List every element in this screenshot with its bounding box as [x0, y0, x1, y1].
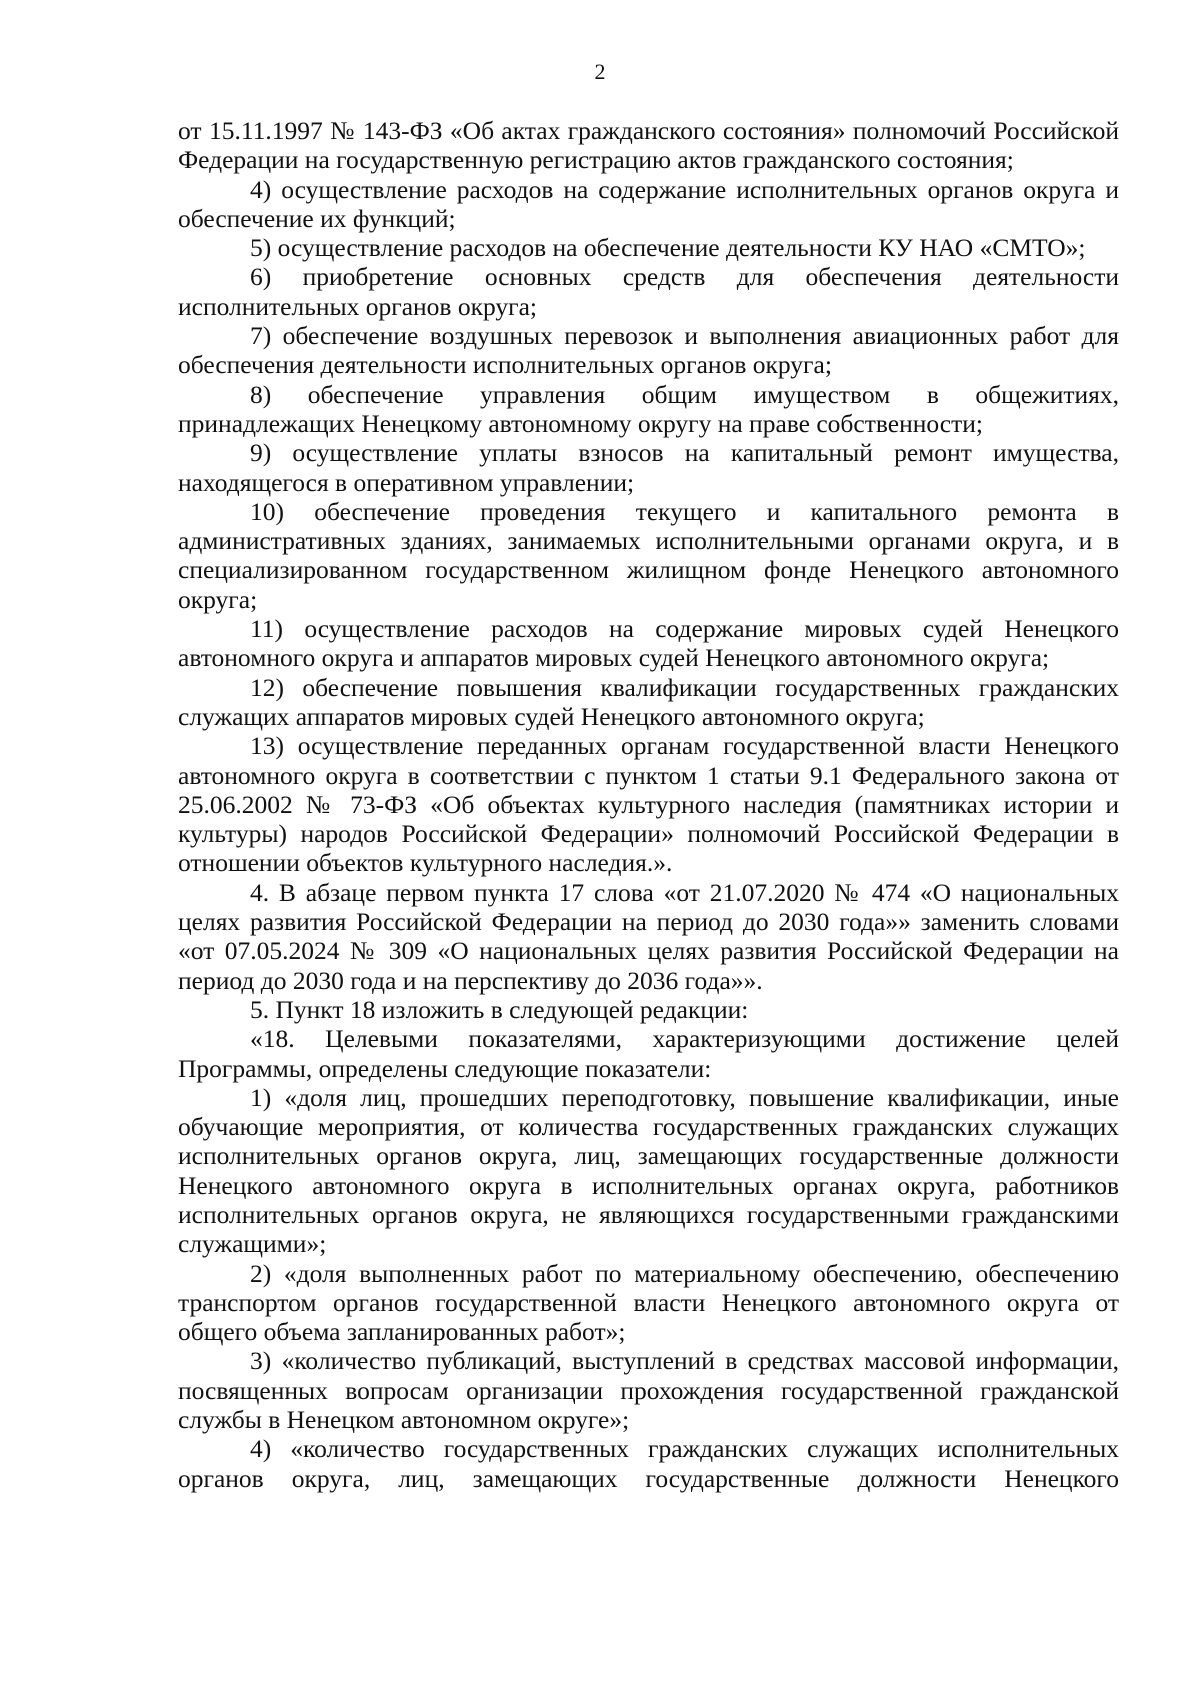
paragraph-item-10: 10) обеспечение проведения текущего и капитального ремонта в административных зданиях, занимаемых исполнительными органами округа, и в специализированном государственном жилищном фонде Ненецкого автономного округа; — [178, 496, 1119, 614]
paragraph-item-9: 9) осуществление уплаты взносов на капитальный ремонт имущества, находящегося в оперативном управлении; — [178, 438, 1119, 497]
paragraph-item-12: 12) обеспечение повышения квалификации государственных гражданских служащих аппаратов мировых судей Ненецкого автономного округа; — [178, 672, 1119, 731]
paragraph-indicator-3: 3) «количество публикаций, выступлений в средствах массовой информации, посвященных вопросам организации прохождения государственной гражданской службы в Ненецком автономном округе»; — [178, 1346, 1119, 1435]
paragraph-indicator-2: 2) «доля выполненных работ по материальному обеспечению, обеспечению транспортом органов государственной власти Ненецкого автономного округа от общего объема запланированных работ»; — [178, 1258, 1119, 1347]
paragraph-continuation: от 15.11.1997 № 143-ФЗ «Об актах гражданского состояния» полномочий Российской Федерации на государственную регистрацию актов гражданского состояния; — [178, 116, 1119, 175]
document-body — [178, 116, 1119, 1493]
paragraph-indicator-4: 4) «количество государственных гражданских служащих исполнительных органов округа, лиц, замещающих государственные должности Ненецкого — [178, 1434, 1119, 1493]
paragraph-point-18: «18. Целевыми показателями, характеризующими достижение целей Программы, определены следующие показатели: — [178, 1024, 1119, 1083]
paragraph-item-5: 5) осуществление расходов на обеспечение деятельности КУ НАО «СМТО»; — [250, 233, 1086, 263]
paragraph-clause-4: 4. В абзаце первом пункта 17 слова «от 21.07.2020 № 474 «О национальных целях развития Российской Федерации на период до 2030 года»» заменить словами «от 07.05.2024 № 309 «О национальных целях развития Российской Федерации на период до 2030 года и на перспективу до 2036 года»». — [178, 877, 1119, 995]
paragraph-item-6: 6) приобретение основных средств для обеспечения деятельности исполнительных органов округа; — [178, 262, 1119, 321]
paragraph-indicator-1: 1) «доля лиц, прошедших переподготовку, повышение квалификации, иные обучающие мероприятия, от количества государственных гражданских служащих исполнительных органов округа, лиц, замещающих государственные должности Ненецкого автономного округа в исполнительных органах округа, работников исполнительных органов округа, не являющихся государственными гражданскими служащими»; — [178, 1082, 1119, 1259]
paragraph-item-7: 7) обеспечение воздушных перевозок и выполнения авиационных работ для обеспечения деятельности исполнительных органов округа; — [178, 321, 1119, 380]
paragraph-item-4: 4) осуществление расходов на содержание исполнительных органов округа и обеспечение их функций; — [178, 174, 1119, 233]
paragraph-item-13: 13) осуществление переданных органам государственной власти Ненецкого автономного округа в соответствии с пунктом 1 статьи 9.1 Федерального закона от 25.06.2002 № 73-ФЗ «Об объектах культурного наследия (памятниках истории и культуры) народов Российской Федерации» полномочий Российской Федерации в отношении объектов культурного наследия.». — [178, 731, 1119, 878]
paragraph-item-11: 11) осуществление расходов на содержание мировых судей Ненецкого автономного округа и аппаратов мировых судей Ненецкого автономного округа; — [178, 614, 1119, 673]
paragraph-item-8: 8) обеспечение управления общим имуществом в общежитиях, принадлежащих Ненецкому автономному округу на праве собственности; — [178, 379, 1119, 438]
page-number: 2 — [594, 59, 606, 84]
paragraph-clause-5: 5. Пункт 18 изложить в следующей редакции: — [250, 994, 749, 1024]
